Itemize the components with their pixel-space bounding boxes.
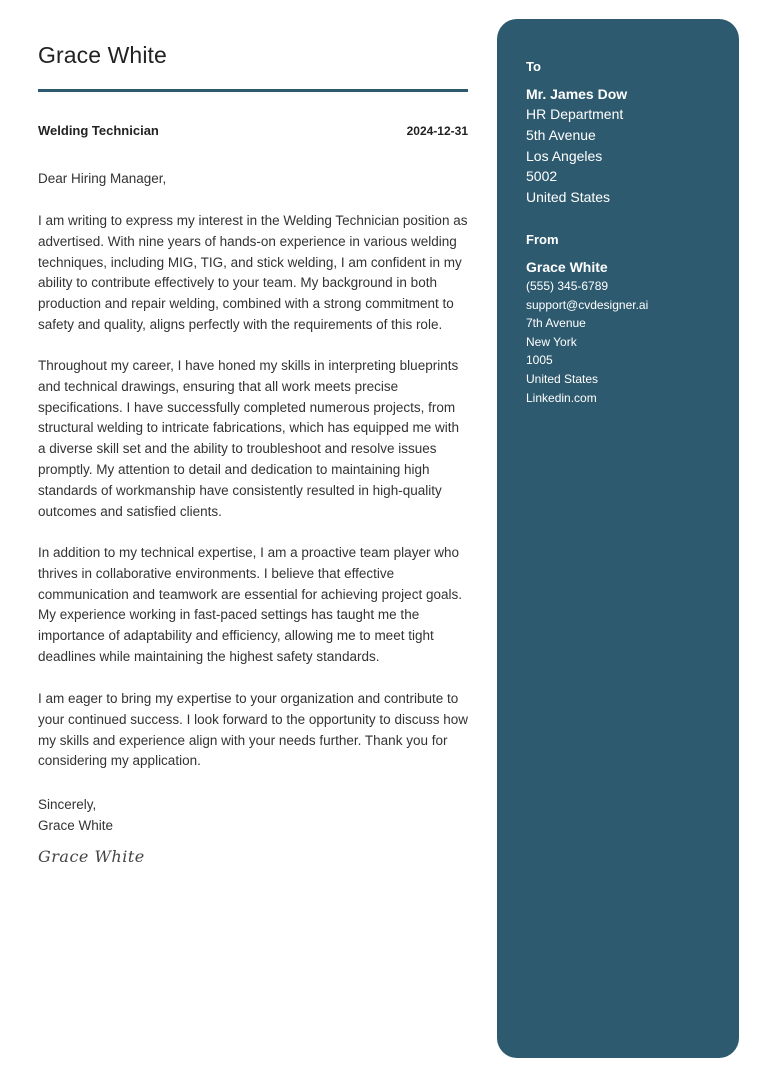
paragraph-line: In addition to my technical expertise, I am a proactive team player who: [38, 545, 459, 560]
paragraph-line: thrives in collaborative environments. I believe that effective: [38, 565, 395, 581]
paragraph-line: I am eager to bring my expertise to your organization and contribute to: [38, 691, 459, 706]
sender-email[interactable]: support@cvdesigner.ai: [526, 297, 649, 312]
sender-city: New York: [526, 334, 577, 349]
closing-name: Grace White: [38, 817, 114, 833]
letter-date: 2024-12-31: [406, 124, 468, 138]
recipient-name: Mr. James Dow: [526, 86, 628, 102]
paragraph-line: promptly. My attention to detail and dedication to maintaining high: [38, 461, 430, 477]
paragraph-line: I am writing to express my interest in the Welding Technician position as: [38, 213, 468, 228]
paragraph-4: [38, 689, 468, 772]
recipient-section: [526, 59, 627, 208]
paragraph-3: [38, 543, 462, 668]
to-label: To: [526, 59, 541, 74]
paragraph-line: deadlines while maintaining the highest safety standards.: [38, 648, 380, 664]
paragraph-line: advertised. With nine years of hands-on experience in various welding: [38, 233, 457, 249]
sender-street: 7th Avenue: [526, 316, 586, 331]
sender-section: [526, 232, 648, 407]
paragraph-line: safety and quality, aligns perfectly with the requirements of this role.: [38, 316, 443, 332]
paragraph-1: [38, 211, 467, 336]
sender-linkedin-link[interactable]: Linkedin.com: [526, 390, 597, 405]
paragraph-line: my skills and experience align with your needs further. Thank you for: [38, 732, 448, 748]
recipient-department: HR Department: [526, 106, 624, 122]
signature: Grace White: [38, 847, 145, 866]
paragraph-line: your continued success. I look forward to the opportunity to discuss how: [38, 711, 468, 727]
sender-country: United States: [526, 371, 599, 386]
paragraph-line: Throughout my career, I have honed my skills in interpreting blueprints: [38, 358, 459, 373]
paragraph-line: considering my application.: [38, 753, 201, 769]
paragraph-line: a diverse skill set and the ability to troubleshoot and resolve issues: [38, 441, 437, 457]
recipient-city: Los Angeles: [526, 147, 603, 164]
recipient-postcode: 5002: [526, 168, 558, 185]
recipient-street: 5th Avenue: [526, 126, 596, 143]
paragraph-line: structural welding to intricate fabrications, which has equipped me with: [38, 420, 459, 436]
sender-name: Grace White: [526, 259, 608, 275]
paragraph-line: production and repair welding, combined with a strong commitment to: [38, 296, 454, 312]
header-divider: [38, 89, 468, 92]
paragraph-line: My experience working in fast-paced settings has taught me the: [38, 607, 420, 623]
paragraph-line: specifications. I have successfully completed numerous projects, from: [38, 399, 456, 415]
paragraph-line: importance of adaptability and efficiency, allowing me to meet tight: [38, 628, 434, 644]
from-label: From: [526, 232, 559, 247]
job-date-row: [38, 123, 468, 138]
closing-phrase: Sincerely,: [38, 797, 97, 812]
sender-postcode: 1005: [526, 353, 553, 368]
paragraph-line: communication and teamwork are essential for achieving project goals.: [38, 586, 462, 602]
recipient-country: United States: [526, 189, 611, 206]
paragraph-line: ability to contribute effectively to your team. My background in both: [38, 275, 437, 291]
paragraph-line: standards of workmanship have consistently resulted in high-quality: [38, 482, 442, 498]
contact-sidebar: [497, 19, 739, 1058]
sender-phone[interactable]: (555) 345-6789: [526, 279, 609, 293]
paragraph-line: and technical drawings, ensuring that all work meets precise: [38, 378, 399, 394]
greeting: Dear Hiring Manager,: [38, 171, 167, 186]
paragraph-line: outcomes and satisfied clients.: [38, 503, 222, 519]
paragraph-line: techniques, including MIG, TIG, and stick welding, I am confident in my: [38, 254, 462, 270]
paragraph-2: [38, 356, 459, 522]
job-title: Welding Technician: [38, 123, 159, 138]
sender-name-heading: Grace White: [38, 42, 167, 68]
closing-block: [38, 795, 113, 837]
